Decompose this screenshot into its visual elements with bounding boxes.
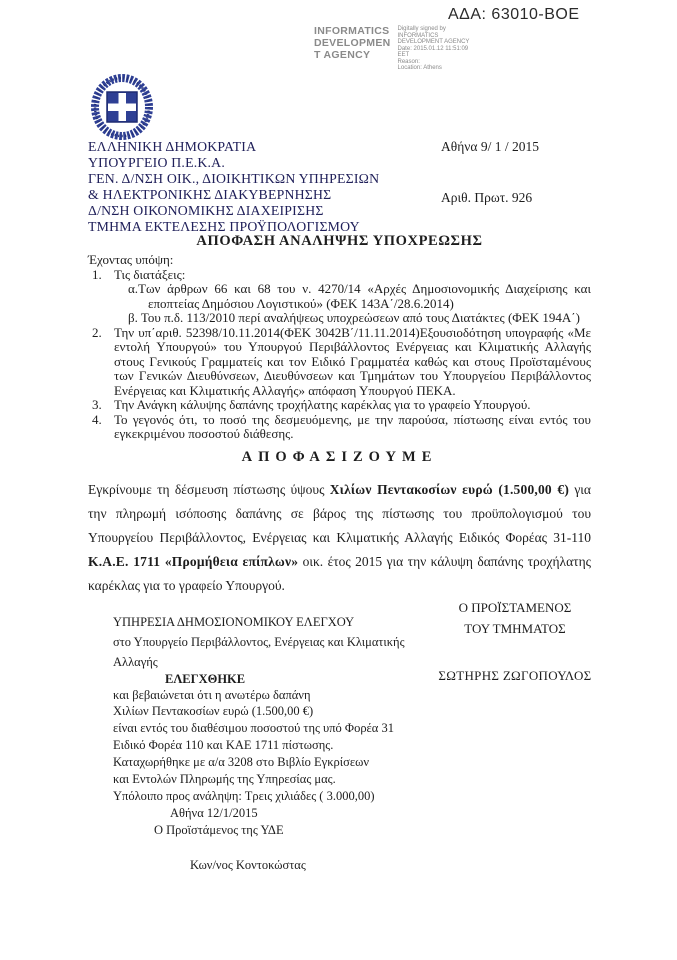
fiscal-control-block <box>113 612 443 874</box>
list-item-number: 4. <box>92 411 102 427</box>
list-item-1a: α.Των άρθρων 66 και 68 του ν. 4270/14 «Αρχές Δημοσιονομικής Διαχείρισης και εποπτείας Δημόσιου Λογιστικού» (ΦΕΚ 143Α΄/28.6.2014) <box>128 281 591 311</box>
list-item-text: Το γεγονός ότι, το ποσό της δεσμευόμενης, με την παρούσα, πίστωσης είναι εντός του εγκεκριμένου ποσοστού διάθεσης. <box>114 411 591 441</box>
list-item-1b: β. Του π.δ. 113/2010 περί αναλήψεως υποχρεώσεων από τους Διατάκτες (ΦΕΚ 194Α΄) <box>128 310 580 325</box>
control-service-name: ΥΠΗΡΕΣΙΑ ΔΗΜΟΣΙΟΝΟΜΙΚΟΥ ΕΛΕΓΧΟΥ <box>113 615 355 629</box>
yde-head-title: Ο Προϊστάμενος της ΥΔΕ <box>154 823 284 837</box>
control-ministry-line1: στο Υπουργείο Περιβάλλοντος, Ενέργειας και Κλιματικής <box>113 635 405 649</box>
right-signature-block <box>420 597 610 686</box>
list-item-number: 2. <box>92 324 102 340</box>
org-line-general-directorate: ΓΕΝ. Δ/ΝΣΗ ΟΙΚ., ΔΙΟΙΚΗΤΙΚΩΝ ΥΠΗΡΕΣΙΩΝ <box>88 171 380 187</box>
checked-label: ΕΛΕΓΧΘΗΚΕ <box>165 672 246 686</box>
decision-amount-bold: Χιλίων Πεντακοσίων ευρώ (1.500,00 €) <box>329 481 570 497</box>
list-item-2 <box>88 326 591 399</box>
document-title: ΑΠΟΦΑΣΗ ΑΝΑΛΗΨΗΣ ΥΠΟΧΡΕΩΣΗΣ <box>196 233 483 249</box>
list-item-4 <box>88 413 591 442</box>
org-line-directorate: Δ/ΝΣΗ ΟΙΚΟΝΟΜΙΚΗΣ ΔΙΑΧΕΙΡΙΣΗΣ <box>88 203 324 219</box>
yde-head-name: Κων/νος Κοντοκώστας <box>190 858 306 872</box>
org-line-republic: ΕΛΛΗΝΙΚΗ ΔΗΜΟΚΡΑΤΙΑ <box>88 139 257 154</box>
list-item-number: 1. <box>92 266 102 282</box>
greek-coat-of-arms-icon <box>86 74 158 145</box>
list-item-text: Τις διατάξεις: <box>114 266 186 282</box>
certified-line: και βεβαιώνεται ότι η ανωτέρω δαπάνη <box>113 688 311 702</box>
having-regard-label: Έχοντας υπόψη: <box>88 252 174 267</box>
org-line-ministry: ΥΠΟΥΡΓΕΙΟ Π.Ε.Κ.Α. <box>88 155 225 171</box>
registered-line2: και Εντολών Πληρωμής της Υπηρεσίας μας. <box>113 772 336 786</box>
issuing-authority-header <box>88 139 379 236</box>
signature-detail-line: DEVELOPMENT AGENCY <box>397 39 470 45</box>
agency-name-line: DEVELOPMEN <box>314 37 391 49</box>
decision-text: Εγκρίνουμε τη δέσμευση πίστωσης ύψους <box>88 481 330 497</box>
signature-details <box>398 25 470 72</box>
balance-line: Υπόλοιπο προς ανάληψη: Τρεις χιλιάδες ( 3.000,00) <box>113 789 375 803</box>
signature-detail-line: Date: 2015.01.12 11:51:09 <box>397 45 469 52</box>
agency-name-line: INFORMATICS <box>314 25 390 37</box>
org-line-egov: & ΗΛΕΚΤΡΟΝΙΚΗΣ ΔΙΑΚΥΒΕΡΝΗΣΗΣ <box>88 187 332 203</box>
org-line-department: ΤΜΗΜΑ ΕΚΤΕΛΕΣΗΣ ΠΡΟΫΠΟΛΟΓΙΣΜΟΥ <box>88 219 360 235</box>
signature-detail-line: Location: Athens <box>397 65 442 71</box>
signatory-name: ΣΩΤΗΡΗΣ ΖΩΓΟΠΟΥΛΟΣ <box>438 668 592 683</box>
certified-amount-line: Χιλίων Πεντακοσίων ευρώ (1.500,00 €) <box>113 704 314 718</box>
signing-agency-name <box>314 25 391 72</box>
place-date-line: Αθήνα 9/ 1 / 2015 <box>441 139 539 154</box>
decision-heading: ΑΠΟΦΑΣΙΖΟΥΜΕ <box>241 448 438 465</box>
signature-detail-line: INFORMATICS <box>397 32 439 39</box>
registered-line1: Καταχωρήθηκε με α/α 3208 στο Βιβλίο Εγκρίσεων <box>113 755 369 769</box>
within-budget-line1: είναι εντός του διαθέσιμου ποσοστού της υπό Φορέα 31 <box>113 721 394 735</box>
list-item-1 <box>88 268 591 283</box>
signature-detail-line: EET <box>397 52 410 58</box>
protocol-number-line: Αριθ. Πρωτ. 926 <box>441 190 533 205</box>
decision-text: οικ. έτος 2015 για την κάλυψη δαπάνης τροχήλατης καρέκλας για το γραφείο Υπουργού. <box>88 553 591 593</box>
decision-paragraph <box>88 478 591 598</box>
within-budget-line2: Ειδικό Φορέα 110 και ΚΑΕ 1711 πίστωσης. <box>113 738 334 752</box>
decision-text: για την πληρωμή ισόποσης δαπάνης σε βάρος της πίστωσης του προϋπολογισμού του Υπουργείου Περιβάλλοντος, Ενέργειας και Κλιματικής Αλλαγής Ειδικός Φορέας 31-110 <box>88 481 592 545</box>
list-item-number: 3. <box>92 397 102 412</box>
agency-name-line: T AGENCY <box>314 49 371 61</box>
list-item-3 <box>88 398 591 413</box>
decision-kae-bold: Κ.Α.Ε. 1711 «Προμήθεια επίπλων» <box>88 553 299 569</box>
ada-number: ΑΔΑ: 63010-ΒΟΕ <box>448 6 580 23</box>
signatory-title-line2: ΤΟΥ ΤΜΗΜΑΤΟΣ <box>464 621 566 636</box>
signature-detail-line: Reason: <box>397 58 420 65</box>
signatory-title-line1: Ο ΠΡΟΪΣΤΑΜΕΝΟΣ <box>458 600 572 615</box>
list-item-text: Την Ανάγκη κάλυψης δαπάνης τροχήλατης καρέκλας για το γραφείο Υπουργού. <box>114 397 531 412</box>
list-item-text: Την υπ΄αριθ. 52398/10.11.2014(ΦΕΚ 3042Β΄/11.11.2014)Εξουσιοδότηση υπογραφής «Με εντολή Υπουργού» του Υπουργού Περιβάλλοντος Ενέργειας και Κλιματικής Αλλαγής στους Γενικούς Γραμματείς και τον Ειδικό Γραμματέα καθώς και στους Προϊσταμένους των Γενικών Διευθύνσεων, Διευθύνσεων και Τμημάτων του Υπουργείου Περιβάλλοντος Ενέργειας και Κλιματικής Αλλαγής» απόφαση Υπουργού ΠΕΚΑ. <box>114 324 591 398</box>
digital-signature-stamp <box>314 25 469 72</box>
document-body <box>88 232 591 598</box>
certification-date-line: Αθήνα 12/1/2015 <box>170 806 258 820</box>
control-ministry-line2: Αλλαγής <box>113 655 158 669</box>
signature-detail-line: Digitally signed by <box>397 26 446 32</box>
